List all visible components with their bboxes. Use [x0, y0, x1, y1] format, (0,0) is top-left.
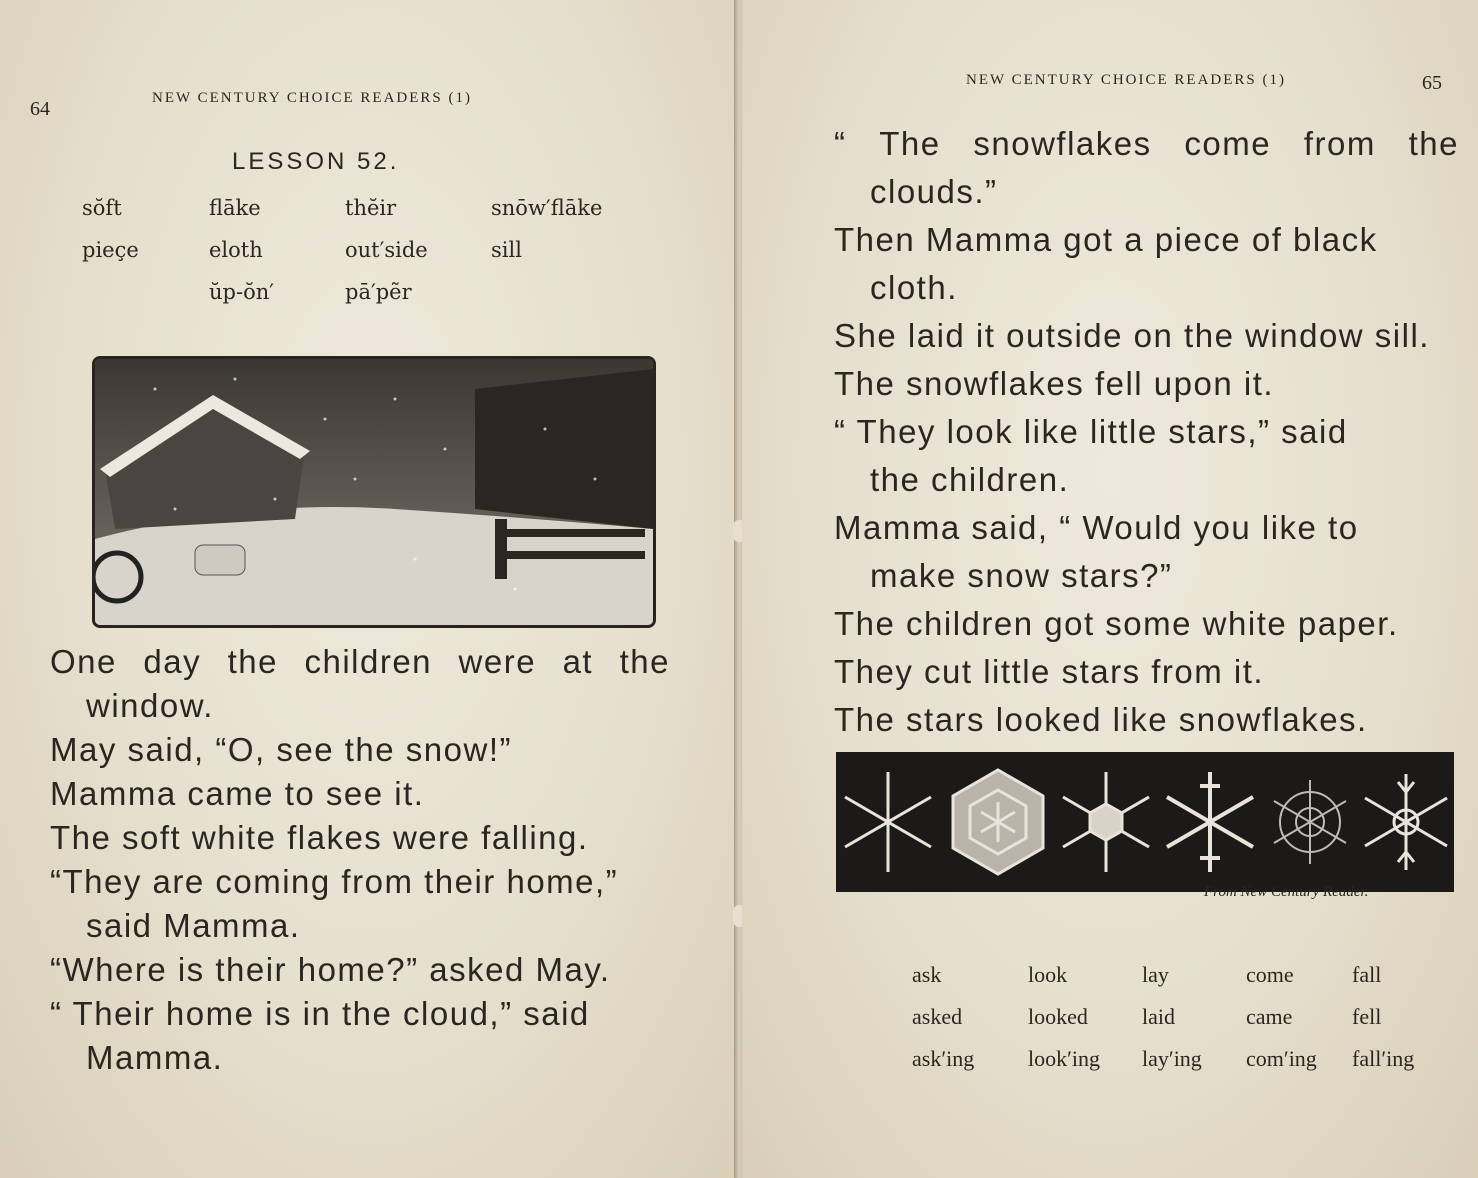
story-text-left [50, 640, 670, 1080]
story-line: May said, “O, see the snow!” [50, 731, 512, 768]
story-line: The children got some white paper. [834, 605, 1399, 642]
vocab-word: pā′pẽr [345, 280, 412, 304]
word-column [1028, 962, 1142, 1076]
story-text-right [834, 120, 1459, 744]
word: come [1246, 962, 1294, 987]
vocab-word: out′side [345, 238, 428, 262]
vocab-word: pieçe [82, 238, 139, 262]
figure-credit: From New Century Reader. [1204, 884, 1369, 900]
story-line: She laid it outside on the window sill. [834, 317, 1430, 354]
snowflake-figure [836, 752, 1454, 892]
word: asked [912, 1004, 963, 1029]
word: fall [1352, 962, 1382, 987]
vocab-word: ŭp-ŏn′ [209, 280, 274, 304]
word-column [1142, 962, 1246, 1076]
story-line: The stars looked like snowflakes. [834, 701, 1368, 738]
right-page [742, 0, 1478, 1178]
word-column [1246, 962, 1352, 1076]
word: look′ing [1028, 1046, 1101, 1071]
story-line: the children. [870, 461, 1070, 498]
word-column [912, 962, 1028, 1076]
story-line: cloth. [870, 269, 958, 306]
lesson-title: LESSON 52. [232, 148, 400, 175]
vocabulary-list [82, 196, 642, 308]
vocab-word [82, 280, 209, 308]
story-line: Mamma said, “ Would you like to [834, 509, 1359, 546]
vocab-word: thĕir [345, 196, 397, 220]
story-line: The snowflakes fell upon it. [834, 365, 1275, 402]
word-column [1352, 962, 1442, 1076]
snow-scene-illustration [92, 356, 656, 628]
story-line: “They are coming from their home,” [50, 863, 619, 900]
word: laid [1142, 1004, 1175, 1029]
story-line: “ Their home is in the cloud,” said [50, 995, 590, 1032]
story-line: “ The snowflakes come from the [834, 125, 1459, 162]
story-line: The soft white flakes were falling. [50, 819, 589, 856]
story-line: “ They look like little stars,” said [834, 413, 1348, 450]
story-line: make snow stars?” [870, 557, 1173, 594]
word: looked [1028, 1004, 1088, 1029]
page-number-right: 65 [1422, 72, 1442, 94]
running-head-right: NEW CENTURY CHOICE READERS (1) [966, 72, 1286, 88]
story-line: Mamma came to see it. [50, 775, 425, 812]
vocab-word [491, 280, 641, 308]
word: ask [912, 962, 942, 987]
vocab-word: flāke [209, 196, 261, 220]
word: lay [1142, 962, 1169, 987]
story-line: Then Mamma got a piece of black [834, 221, 1378, 258]
word: ask′ing [912, 1046, 975, 1071]
vocab-word: sŏft [82, 196, 122, 220]
word: fell [1352, 1004, 1382, 1029]
word: fall′ing [1352, 1046, 1415, 1071]
vocab-word: snōw′flāke [491, 196, 603, 220]
word: lay′ing [1142, 1046, 1202, 1071]
vocab-word: sill [491, 238, 522, 262]
story-line: said Mamma. [86, 907, 301, 944]
story-line: clouds.” [870, 173, 998, 210]
running-head-left: NEW CENTURY CHOICE READERS (1) [152, 90, 472, 106]
word-family-table [912, 962, 1452, 1076]
vocab-word: eloth [209, 238, 263, 262]
story-line: One day the children were at the [50, 643, 670, 680]
page-number-left: 64 [30, 98, 50, 120]
story-line: “Where is their home?” asked May. [50, 951, 611, 988]
story-line: They cut little stars from it. [834, 653, 1265, 690]
story-line: Mamma. [86, 1039, 224, 1076]
word: came [1246, 1004, 1293, 1029]
word: com′ing [1246, 1046, 1317, 1071]
story-line: window. [86, 687, 214, 724]
word: look [1028, 962, 1068, 987]
